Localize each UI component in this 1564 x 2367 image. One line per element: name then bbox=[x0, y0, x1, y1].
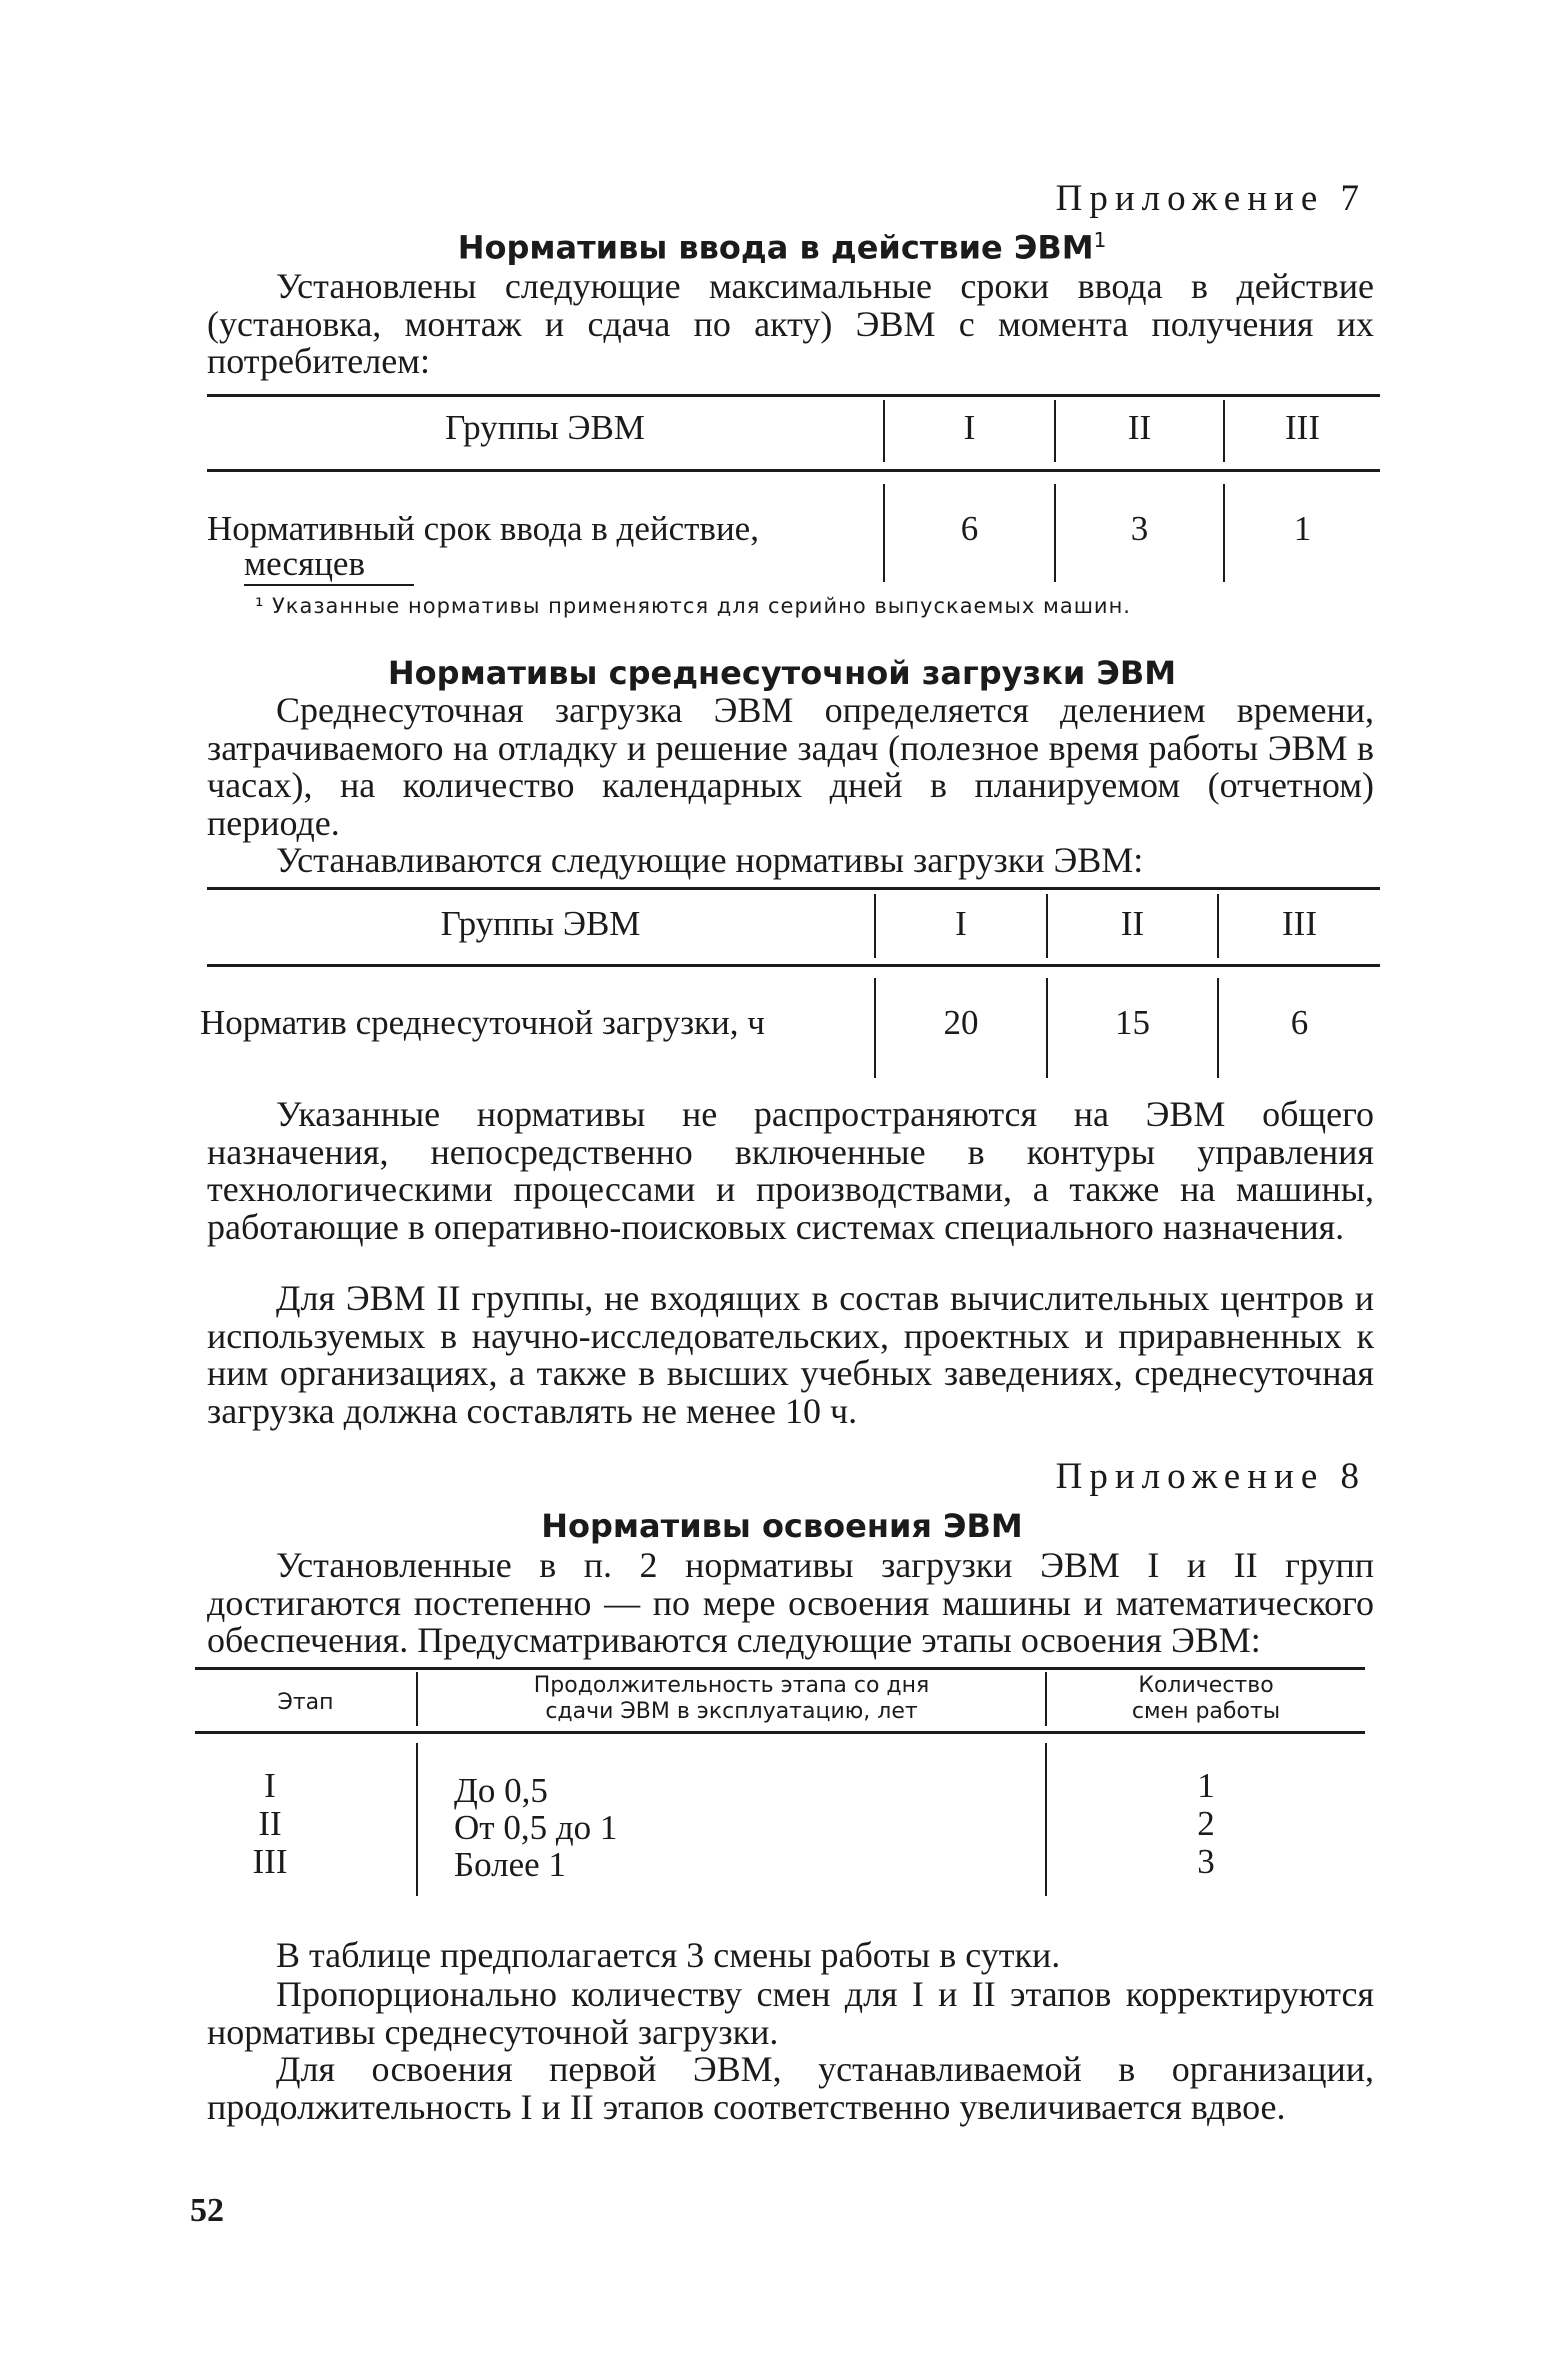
shifts-1: 1 bbox=[1197, 1766, 1215, 1805]
load-para-4: Для ЭВМ II группы, не входящих в состав вычислительных центров и используемых в научно-исследовательских, проектных и приравненных к ним организациях, а также в высших учебных заведениях, среднесуточная загрузка должна составлять не менее 10 ч. bbox=[207, 1278, 1374, 1431]
value-group-3: 1 bbox=[1293, 509, 1312, 548]
appendix-8-label: Приложение 8 bbox=[1055, 1456, 1366, 1497]
appendix-8-para-3: Для освоения первой ЭВМ, устанавливаемой в организации, продолжительность I и II этапов соответственно увеличивается вдвое. bbox=[207, 2049, 1374, 2127]
value-group-1: 6 bbox=[960, 509, 979, 548]
table-rule bbox=[207, 469, 1380, 472]
appendix-7-title-text: Нормативы ввода в действие ЭВМ bbox=[457, 228, 1094, 267]
value-group-3: 6 bbox=[1290, 1003, 1309, 1042]
page-number: 52 bbox=[190, 2192, 224, 2229]
stage-3: III bbox=[252, 1842, 288, 1881]
appendix-7-intro: Установлены следующие максимальные сроки ввода в действие (установка, монтаж и сдача по акту) ЭВМ с момента получения их потребителем: bbox=[207, 266, 1374, 381]
table-divider bbox=[416, 1743, 418, 1896]
appendix-8-title: Нормативы освоения ЭВМ bbox=[541, 1507, 1023, 1545]
header-groups: Группы ЭВМ bbox=[445, 408, 645, 447]
row-label: Нормативный срок ввода в действие, bbox=[207, 509, 759, 548]
header-group-1: I bbox=[955, 904, 967, 943]
load-para-1: Среднесуточная загрузка ЭВМ определяется делением времени, затрачиваемого на отладку и решение задач (полезное время работы ЭВМ в часах), на количество календарных дней в планируемом (отчетном) периоде. bbox=[207, 690, 1374, 843]
header-group-2: II bbox=[1120, 904, 1145, 943]
duration-1: До 0,5 bbox=[454, 1771, 548, 1810]
header-groups: Группы ЭВМ bbox=[440, 904, 641, 943]
load-title: Нормативы среднесуточной загрузки ЭВМ bbox=[387, 654, 1177, 692]
table-rule bbox=[207, 394, 1380, 397]
row-label-cont: месяцев bbox=[244, 544, 365, 583]
header-group-3: III bbox=[1285, 408, 1320, 447]
appendix-8-para-2: Пропорционально количеству смен для I и II этапов корректируются нормативы среднесуточной загрузки. bbox=[207, 1974, 1374, 2052]
appendix-8-intro: Установленные в п. 2 нормативы загрузки ЭВМ I и II групп достигаются постепенно — по мере освоения машины и математического обеспечения. Предусматриваются следующие этапы освоения ЭВМ: bbox=[207, 1545, 1374, 1660]
header-duration: Продолжительность этапа со дня bbox=[533, 1673, 930, 1698]
stage-2: II bbox=[258, 1804, 282, 1843]
shifts-3: 3 bbox=[1197, 1842, 1215, 1881]
table-rule bbox=[195, 1667, 1365, 1670]
value-group-2: 3 bbox=[1130, 509, 1149, 548]
footnote-mark: 1 bbox=[1093, 228, 1107, 252]
value-group-1: 20 bbox=[943, 1003, 979, 1042]
duration-2: От 0,5 до 1 bbox=[454, 1808, 618, 1847]
appendix-8-para-1: В таблице предполагается 3 смены работы в сутки. bbox=[276, 1935, 1061, 1975]
header-shifts: Количество bbox=[1138, 1673, 1274, 1698]
table-rule bbox=[207, 887, 1380, 890]
footnote-rule bbox=[244, 584, 414, 586]
header-shifts-cont: смен работы bbox=[1131, 1699, 1281, 1724]
header-stage: Этап bbox=[277, 1690, 334, 1715]
appendix-7-title bbox=[0, 228, 1564, 267]
appendix-7-label: Приложение 7 bbox=[1055, 178, 1366, 219]
shifts-2: 2 bbox=[1197, 1804, 1215, 1843]
load-para-3: Указанные нормативы не распространяются на ЭВМ общего назначения, непосредственно включенные в контуры управления технологическими процессами и производствами, а также на машины, работающие в оперативно-поисковых системах специального назначения. bbox=[207, 1094, 1374, 1247]
footnote-mark-2: ¹ bbox=[255, 594, 265, 618]
load-para-2: Устанавливаются следующие нормативы загрузки ЭВМ: bbox=[276, 840, 1144, 880]
footnote-text: Указанные нормативы применяются для серийно выпускаемых машин. bbox=[272, 594, 1131, 618]
header-duration-cont: сдачи ЭВМ в эксплуатацию, лет bbox=[545, 1699, 918, 1724]
row-label: Норматив среднесуточной загрузки, ч bbox=[200, 1003, 765, 1042]
header-group-3: III bbox=[1282, 904, 1317, 943]
value-group-2: 15 bbox=[1115, 1003, 1150, 1042]
table-rule bbox=[207, 964, 1380, 967]
header-group-1: I bbox=[963, 408, 976, 447]
stage-1: I bbox=[264, 1766, 276, 1805]
table-rule bbox=[195, 1731, 1365, 1734]
duration-3: Более 1 bbox=[454, 1845, 566, 1884]
header-group-2: II bbox=[1127, 408, 1152, 447]
